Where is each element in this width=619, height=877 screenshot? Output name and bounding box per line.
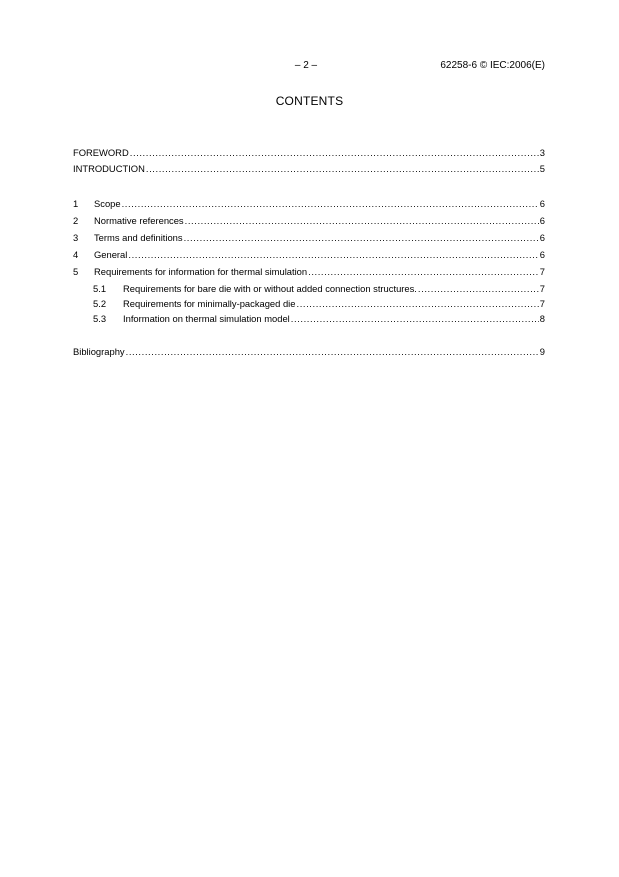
toc-entry-label: Scope	[94, 198, 121, 209]
toc-entry-page: 9	[539, 346, 545, 357]
toc-leader-dots	[184, 231, 539, 245]
toc-leader-dots	[126, 345, 539, 359]
toc-entry-label: INTRODUCTION	[73, 163, 145, 174]
toc-leader-dots	[122, 197, 539, 211]
toc-leader-dots	[130, 146, 539, 160]
toc-entry-label: Requirements for minimally-packaged die	[123, 298, 296, 309]
toc-entry-subclause-5-1[interactable]	[73, 282, 545, 296]
toc-entry-introduction[interactable]	[73, 162, 545, 176]
toc-entry-label: Bibliography	[73, 346, 125, 357]
toc-entry-page: 5	[539, 163, 545, 174]
toc-entry-page: 6	[539, 198, 545, 209]
toc-entry-page: 7	[539, 298, 545, 309]
toc-entry-number: 5.1	[93, 283, 107, 294]
toc-entry-page: 6	[539, 232, 545, 243]
contents-title: CONTENTS	[275, 94, 344, 108]
toc-entry-number: 2	[73, 215, 79, 226]
toc-entry-page: 7	[539, 283, 545, 294]
toc-entry-page: 3	[539, 147, 545, 158]
toc-entry-number: 1	[73, 198, 79, 209]
toc-entry-page: 6	[539, 215, 545, 226]
toc-leader-dots	[185, 214, 539, 228]
toc-leader-dots	[128, 248, 538, 262]
toc-entry-bibliography[interactable]	[73, 345, 545, 359]
page-number: – 2 –	[294, 60, 318, 71]
toc-entry-page: 7	[539, 266, 545, 277]
toc-entry-label: Terms and definitions	[94, 232, 183, 243]
toc-entry-clause-3[interactable]	[73, 231, 545, 245]
toc-leader-dots	[146, 162, 539, 176]
toc-leader-dots	[291, 312, 539, 326]
toc-entry-page: 6	[539, 249, 545, 260]
toc-entry-number: 5.3	[93, 313, 107, 324]
toc-entry-label: General	[94, 249, 128, 260]
toc-entry-clause-4[interactable]	[73, 248, 545, 262]
toc-entry-subclause-5-3[interactable]	[73, 312, 545, 326]
toc-entry-label: Information on thermal simulation model	[123, 313, 290, 324]
toc-entry-label: FOREWORD	[73, 147, 129, 158]
toc-entry-clause-2[interactable]	[73, 214, 545, 228]
toc-leader-dots	[308, 265, 539, 279]
toc-leader-dots	[296, 297, 538, 311]
toc-entry-number: 5	[73, 266, 79, 277]
toc-entry-clause-5[interactable]	[73, 265, 545, 279]
toc-entry-label: Requirements for bare die with or without added connection structures.	[123, 283, 417, 294]
toc-entry-page: 8	[539, 313, 545, 324]
toc-entry-label: Requirements for information for thermal simulation	[94, 266, 308, 277]
toc-entry-number: 4	[73, 249, 79, 260]
toc-entry-foreword[interactable]	[73, 146, 545, 160]
toc-leader-dots	[418, 282, 539, 296]
toc-entry-subclause-5-2[interactable]	[73, 297, 545, 311]
toc-entry-number: 5.2	[93, 298, 107, 309]
toc-entry-label: Normative references	[94, 215, 184, 226]
toc-entry-clause-1[interactable]	[73, 197, 545, 211]
document-reference: 62258-6 © IEC:2006(E)	[440, 60, 545, 71]
toc-entry-number: 3	[73, 232, 79, 243]
